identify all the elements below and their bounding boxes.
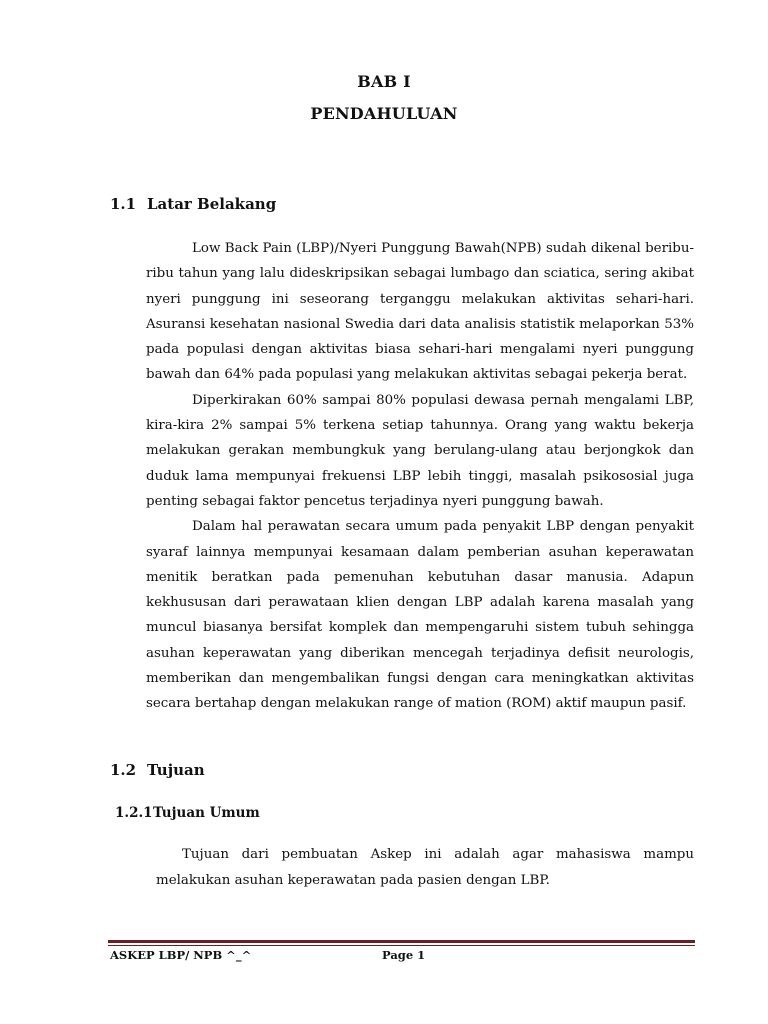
section-heading-tujuan	[110, 761, 205, 779]
footer-rule	[108, 940, 695, 943]
paragraph: Dalam hal perawatan secara umum pada penyakit LBP dengan penyakit syaraf lainnya mempunyai kesamaan dalam pemberian asuhan keperawatan menitik beratkan pada pemenuhan kebutuhan dasar manusia. Adapun kekhususan dari perawataan klien dengan LBP adalah karena masalah yang muncul biasanya bersifat komplek dan mempengaruhi sistem tubuh sehingga asuhan keperawatan yang diberikan mencegah terjadinya defisit neurologis, memberikan dan mengembalikan fungsi dengan cara meningkatkan aktivitas secara bertahap dengan melakukan range of mation (ROM) aktif maupun pasif.	[146, 519, 694, 712]
section-title: Latar Belakang	[147, 195, 277, 213]
chapter-title: PENDAHULUAN	[310, 104, 458, 123]
footer-title: ASKEP LBP/ NPB ^_^	[110, 948, 252, 962]
subsection-number: 1.2.1	[115, 805, 153, 821]
latar-belakang-body	[146, 236, 694, 717]
tujuan-umum-body	[156, 842, 694, 894]
footer-rule-thin	[108, 945, 695, 946]
page-number: Page 1	[382, 948, 426, 962]
paragraph: Diperkirakan 60% sampai 80% populasi dewasa pernah mengalami LBP, kira-kira 2% sampai 5% terkena setiap tahunnya. Orang yang waktu bekerja melakukan gerakan membungkuk yang berulang-ulang atau berjongkok dan duduk lama mempunyai frekuensi LBP lebih tinggi, masalah psikososial juga penting sebagai faktor pencetus terjadinya nyeri punggung bawah.	[146, 392, 694, 509]
section-number: 1.1	[110, 195, 137, 213]
paragraph: Tujuan dari pembuatan Askep ini adalah agar mahasiswa mampu melakukan asuhan keperawatan pada pasien dengan LBP.	[156, 847, 694, 888]
section-title: Tujuan	[147, 761, 205, 779]
section-heading-latar-belakang	[110, 195, 276, 213]
section-number: 1.2	[110, 761, 137, 779]
paragraph: Low Back Pain (LBP)/Nyeri Punggung Bawah(NPB) sudah dikenal beribu-ribu tahun yang lalu dideskripsikan sebagai lumbago dan sciatica, sering akibat nyeri punggung ini seseorang terganggu melakukan aktivitas sehari-hari. Asuransi kesehatan nasional Swedia dari data analisis statistik melaporkan 53% pada populasi dengan aktivitas biasa sehari-hari mengalami nyeri punggung bawah dan 64% pada populasi yang melakukan aktivitas sebagai pekerja berat.	[146, 241, 694, 383]
chapter-label: BAB I	[357, 72, 411, 91]
subsection-heading-tujuan-umum	[115, 805, 260, 821]
subsection-title: Tujuan Umum	[153, 805, 260, 821]
